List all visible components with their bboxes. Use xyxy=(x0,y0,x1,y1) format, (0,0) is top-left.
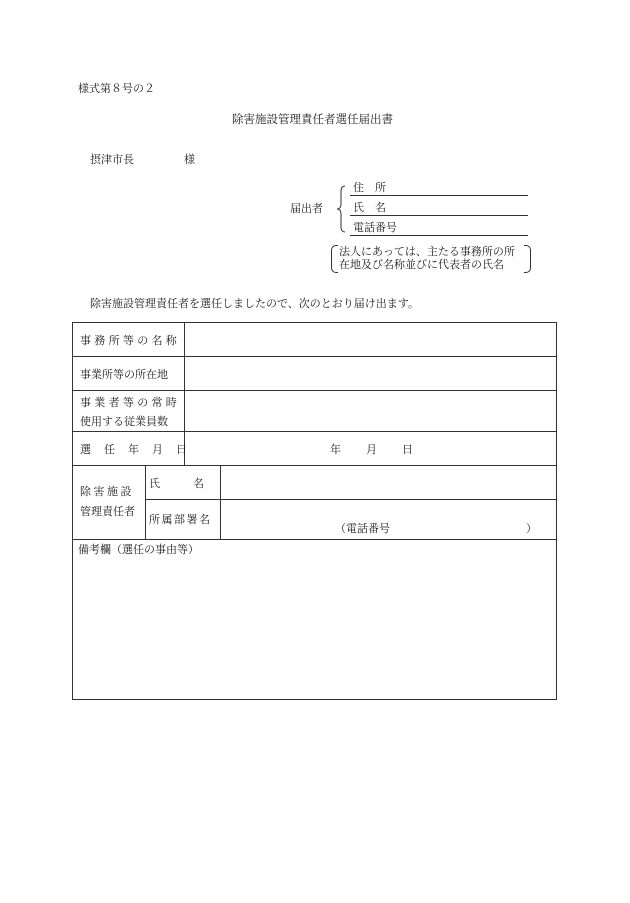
note-line-2: 在地及び名称並びに代表者の氏名 xyxy=(339,258,504,271)
office-location-value[interactable] xyxy=(185,358,555,389)
note-left-bracket xyxy=(331,245,338,273)
office-name-label-text: 事務所等の名称 xyxy=(80,334,181,347)
applicant-label: 届出者 xyxy=(290,202,323,215)
employees-value[interactable] xyxy=(185,392,555,430)
name-label: 氏 名 xyxy=(353,200,386,214)
office-name-label xyxy=(80,334,181,347)
phone-field[interactable] xyxy=(350,219,528,236)
office-name-value[interactable] xyxy=(185,324,555,355)
note-line-1: 法人にあっては、主たる事務所の所 xyxy=(339,245,515,258)
remarks-label: 備考欄（選任の事由等） xyxy=(78,543,199,556)
manager-name-label: 氏 名 xyxy=(149,477,204,490)
notification-table xyxy=(72,322,557,700)
department-phone-close: ） xyxy=(526,522,537,535)
manager-label-line-1: 除害施設 xyxy=(80,485,134,498)
row-divider xyxy=(73,431,556,432)
remarks-value[interactable] xyxy=(74,559,555,698)
phone-label: 電話番号 xyxy=(353,220,397,234)
row-divider xyxy=(73,539,556,540)
name-field[interactable] xyxy=(350,199,528,216)
address-label: 住 所 xyxy=(353,180,386,194)
applicant-brace xyxy=(336,185,346,233)
employees-label-line-1: 事業者等の常時 xyxy=(80,396,181,409)
date-month: 月 xyxy=(366,443,377,456)
address-field[interactable] xyxy=(350,179,528,196)
addressee-honorific: 様 xyxy=(184,153,195,166)
department-label: 所属部署名 xyxy=(149,513,212,526)
form-number: 様式第８号の２ xyxy=(78,82,155,95)
date-day: 日 xyxy=(402,443,413,456)
manager-name-value[interactable] xyxy=(221,466,555,498)
note-right-bracket xyxy=(524,245,531,273)
corporation-note xyxy=(331,244,531,272)
office-location-label: 事業所等の所在地 xyxy=(80,368,168,381)
row-divider xyxy=(73,356,556,357)
column-divider xyxy=(145,465,146,539)
intro-text: 除害施設管理責任者を選任しましたので、次のとおり届け出ます。 xyxy=(90,297,419,310)
document-title: 除害施設管理責任者選任届出書 xyxy=(232,112,393,126)
row-divider xyxy=(73,390,556,391)
addressee-mayor: 摂津市長 xyxy=(90,153,134,166)
date-year: 年 xyxy=(330,443,341,456)
department-phone-open: （電話番号 xyxy=(335,522,390,535)
employees-label-line-2: 使用する従業員数 xyxy=(80,415,168,428)
appointment-date-label: 選任年月日 xyxy=(80,443,200,456)
manager-label-line-2: 管理責任者 xyxy=(80,505,135,518)
